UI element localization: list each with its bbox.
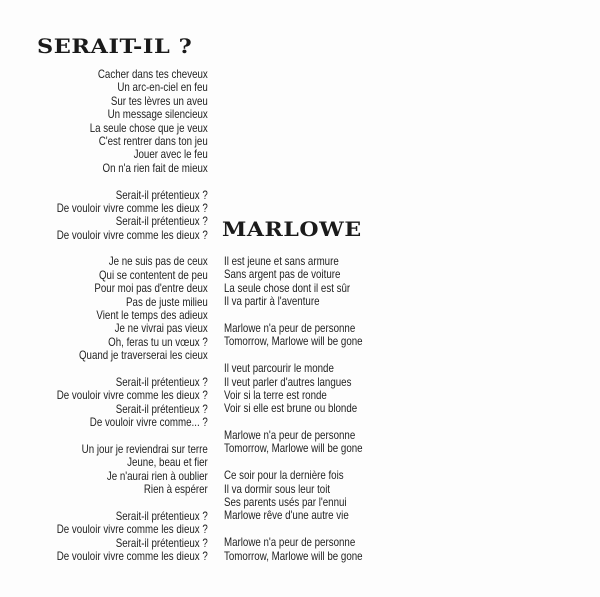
song-title-serait-il: SERAIT-IL ? (37, 34, 193, 58)
lyric-line: Serait-il prétentieux ? (115, 188, 208, 202)
lyric-line: La seule chose dont il est sûr (224, 281, 351, 295)
stanza-break (224, 416, 363, 429)
lyric-line: La seule chose que je veux (89, 121, 208, 135)
lyric-line: De vouloir vivre comme... ? (90, 416, 208, 430)
lyric-line: De vouloir vivre comme les dieux ? (56, 523, 208, 537)
lyric-line: Un jour je reviendrai sur terre (81, 442, 208, 456)
lyric-line: Jeune, beau et fier (127, 456, 208, 470)
stanza-break (57, 430, 208, 443)
lyric-line: Je n'aurai rien à oublier (107, 469, 208, 483)
lyric-line: Pas de juste milieu (126, 295, 208, 309)
stanza-break (57, 497, 208, 510)
lyric-line: Tomorrow, Marlowe will be gone (224, 442, 363, 456)
lyric-line: Sur tes lèvres un aveu (111, 94, 208, 108)
lyric-line: Quand je traverserai les cieux (79, 349, 208, 363)
lyric-line: Il va dormir sous leur toit (224, 482, 331, 496)
lyric-line: Vient le temps des adieux (96, 309, 208, 323)
lyric-line: Il est jeune et sans armure (224, 255, 339, 268)
stanza-break (57, 242, 208, 255)
lyric-line: On n'a rien fait de mieux (102, 161, 208, 175)
stanza-break (224, 349, 363, 362)
lyric-line: C'est rentrer dans ton jeu (98, 134, 208, 148)
stanza-break (224, 309, 363, 322)
lyric-line: Voir si la terre est ronde (224, 388, 327, 402)
lyrics-serait-il (57, 68, 208, 563)
stanza-break (57, 175, 208, 188)
lyric-line: De vouloir vivre comme les dieux ? (56, 550, 208, 564)
lyric-line: De vouloir vivre comme les dieux ? (56, 201, 208, 215)
lyric-line: Serait-il prétentieux ? (115, 375, 208, 389)
lyric-line: Marlowe n'a peur de personne (224, 536, 356, 550)
lyric-line: Serait-il prétentieux ? (115, 509, 208, 523)
lyric-line: Un message silencieux (107, 108, 208, 122)
lyric-line: Jouer avec le feu (133, 148, 208, 162)
lyric-line: Ce soir pour la dernière fois (224, 469, 344, 483)
stanza-break (57, 363, 208, 376)
lyric-line: Je ne suis pas de ceux (108, 255, 208, 269)
lyric-line: Serait-il prétentieux ? (115, 215, 208, 229)
lyric-line: Sans argent pas de voiture (224, 268, 341, 282)
lyric-line: Rien à espérer (144, 483, 208, 497)
lyric-line: Il va partir à l'aventure (224, 295, 320, 309)
lyric-line: Marlowe n'a peur de personne (224, 321, 356, 335)
lyric-line: Il veut parcourir le monde (224, 362, 334, 376)
lyric-line: De vouloir vivre comme les dieux ? (56, 389, 208, 403)
lyric-line: Oh, feras tu un vœux ? (108, 335, 208, 349)
stanza-break (224, 456, 363, 469)
lyric-line: Cacher dans tes cheveux (98, 68, 208, 81)
lyric-line: Voir si elle est brune ou blonde (224, 402, 358, 416)
lyric-line: Pour moi pas d'entre deux (94, 282, 208, 296)
lyric-line: Serait-il prétentieux ? (115, 536, 208, 550)
lyrics-marlowe (224, 255, 363, 563)
lyric-line: Tomorrow, Marlowe will be gone (224, 549, 363, 563)
lyric-line: Tomorrow, Marlowe will be gone (224, 335, 363, 349)
lyric-line: Un arc-en-ciel en feu (117, 81, 208, 95)
lyric-line: Il veut parler d'autres langues (224, 375, 352, 389)
lyric-line: Qui se contentent de peu (99, 268, 208, 282)
lyric-line: Marlowe n'a peur de personne (224, 429, 356, 443)
lyric-line: Serait-il prétentieux ? (115, 402, 208, 416)
song-title-marlowe: MARLOWE (222, 217, 362, 241)
lyric-line: De vouloir vivre comme les dieux ? (56, 228, 208, 242)
lyric-line: Ses parents usés par l'ennui (224, 496, 347, 510)
lyric-line: Je ne vivrai pas vieux (114, 322, 208, 336)
stanza-break (224, 523, 363, 536)
lyric-line: Marlowe rêve d'une autre vie (224, 509, 349, 523)
